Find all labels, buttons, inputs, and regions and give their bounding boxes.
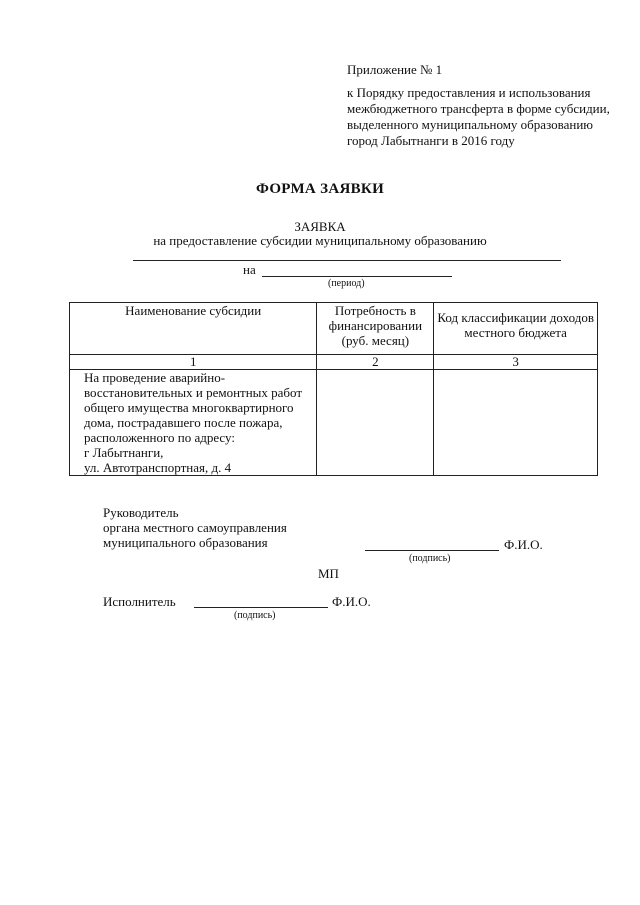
form-title: ФОРМА ЗАЯВКИ [255,181,385,197]
application-title: ЗАЯВКА [294,219,346,234]
period-caption: (период) [328,278,365,289]
subsidy-name-line: На проведение аварийно- [84,370,226,385]
classification-code-cell [434,370,598,476]
header-cell: Наименование субсидии [70,303,317,355]
appendix-block [347,62,610,149]
head-signature-line [365,550,499,551]
appendix-line: город Лабытнанги в 2016 году [347,133,515,148]
funding-need-cell [317,370,434,476]
executor-signature-caption: (подпись) [234,610,276,621]
appendix-line: выделенного муниципальному образованию [347,117,593,132]
executor-signature-line [194,607,328,608]
subsidy-name-line: расположенного по адресу: [84,430,235,445]
appendix-number: Приложение № 1 [347,62,443,77]
subsidy-name-line: общего имущества многоквартирного [84,400,294,415]
stamp-label: МП [318,566,339,581]
table-number-row [70,355,598,370]
column-number: 3 [434,355,598,370]
head-label-line: Руководитель [103,505,179,520]
header-cell: Потребность в финансировании (руб. месяц) [317,303,434,355]
head-fio: Ф.И.О. [504,537,543,552]
subsidy-table [69,302,598,476]
executor-fio: Ф.И.О. [332,594,371,609]
table-row [70,370,598,476]
application-subtitle: на предоставление субсидии муниципальному образованию [153,233,487,248]
appendix-line: к Порядку предоставления и использования [347,85,591,100]
executor-label: Исполнитель [103,594,176,609]
header-cell: Код классификации доходов местного бюджета [434,303,598,355]
subsidy-name-cell [70,370,317,476]
column-number: 1 [70,355,317,370]
column-number: 2 [317,355,434,370]
subsidy-name-line: восстановительных и ремонтных работ [84,385,303,400]
head-signature-label [103,505,287,550]
head-label-line: органа местного самоуправления [103,520,287,535]
municipality-blank-line [133,260,561,261]
period-blank-line [262,276,452,277]
head-label-line: муниципального образования [103,535,268,550]
period-on-label: на [243,262,256,277]
table-header-row [70,303,598,355]
subsidy-name-line: ул. Автотранспортная, д. 4 [84,460,232,475]
head-signature-caption: (подпись) [409,553,451,564]
subsidy-name-line: дома, пострадавшего после пожара, [84,415,283,430]
subsidy-name-line: г Лабытнанги, [84,445,164,460]
appendix-line: межбюджетного трансферта в форме субсидии, [347,101,610,116]
